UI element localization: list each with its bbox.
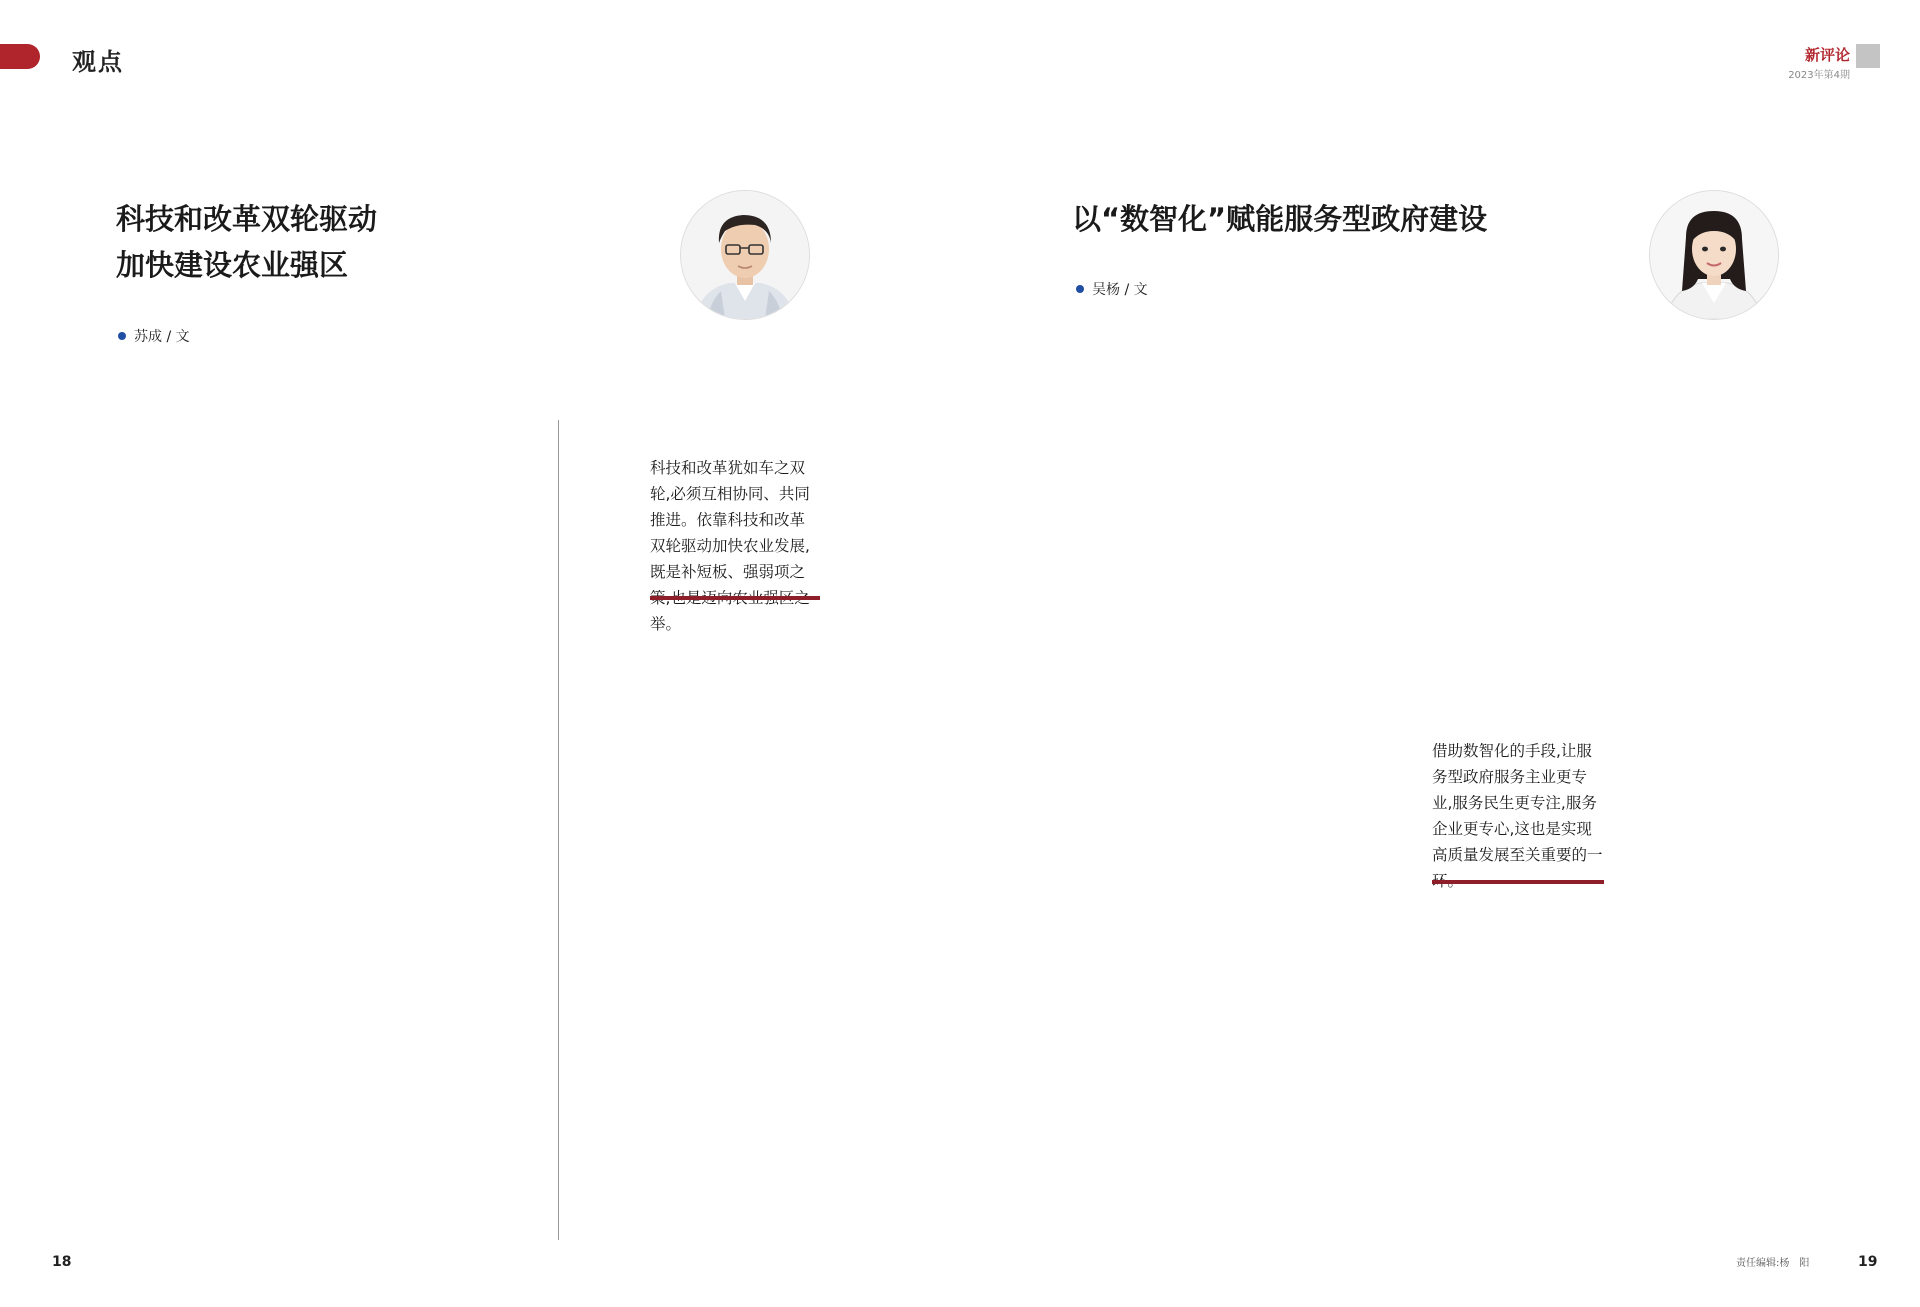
left-author: 苏成 / 文	[134, 329, 190, 345]
left-title-line-1: 科技和改革双轮驱动	[116, 202, 378, 236]
right-article-title: 以“数智化”赋能服务型政府建设	[1072, 202, 1488, 236]
left-author-portrait	[680, 190, 810, 320]
section-label: 观点	[72, 48, 124, 76]
issue-label: 2023年第4期	[1788, 70, 1850, 81]
right-article-column-2	[1548, 470, 1866, 1240]
byline-dot-icon	[1076, 285, 1084, 293]
byline-dot-icon	[118, 332, 126, 340]
responsible-editor: 责任编辑:杨 阳	[1736, 1258, 1810, 1269]
page-number-left: 18	[52, 1254, 72, 1270]
magazine-brand	[1788, 44, 1850, 81]
female-portrait-icon	[1650, 191, 1778, 319]
page-number-right: 19	[1858, 1254, 1878, 1270]
left-byline	[118, 326, 190, 346]
left-article-column-2	[590, 650, 895, 1240]
right-byline	[1076, 279, 1148, 299]
right-pull-quote: 借助数智化的手段,让服务型政府服务主业更专业,服务民生更专注,服务企业更专心,这也是实现高质量发展至关重要的一	[1432, 742, 1603, 864]
brand-logo-box	[1856, 44, 1880, 68]
left-article-column-1	[72, 420, 532, 1240]
right-author: 吴杨 / 文	[1092, 282, 1148, 298]
right-article-column-1	[1032, 470, 1484, 1240]
left-pull-quote: 科技和改革犹如车之双轮,必须互相协同、共同推进。依靠科技和改革双轮驱动加快农业发展,既是补短板、强弱项之 举。	[650, 459, 810, 633]
male-portrait-icon	[681, 191, 809, 319]
left-article-title	[116, 196, 377, 289]
left-title-line-2: 加快建设农业强区	[116, 248, 349, 283]
right-author-portrait	[1649, 190, 1779, 320]
column-divider	[558, 420, 559, 1240]
section-tab	[0, 44, 40, 69]
left-pull-quote-bar	[650, 596, 820, 600]
brand-name: 新评论	[1804, 46, 1850, 64]
